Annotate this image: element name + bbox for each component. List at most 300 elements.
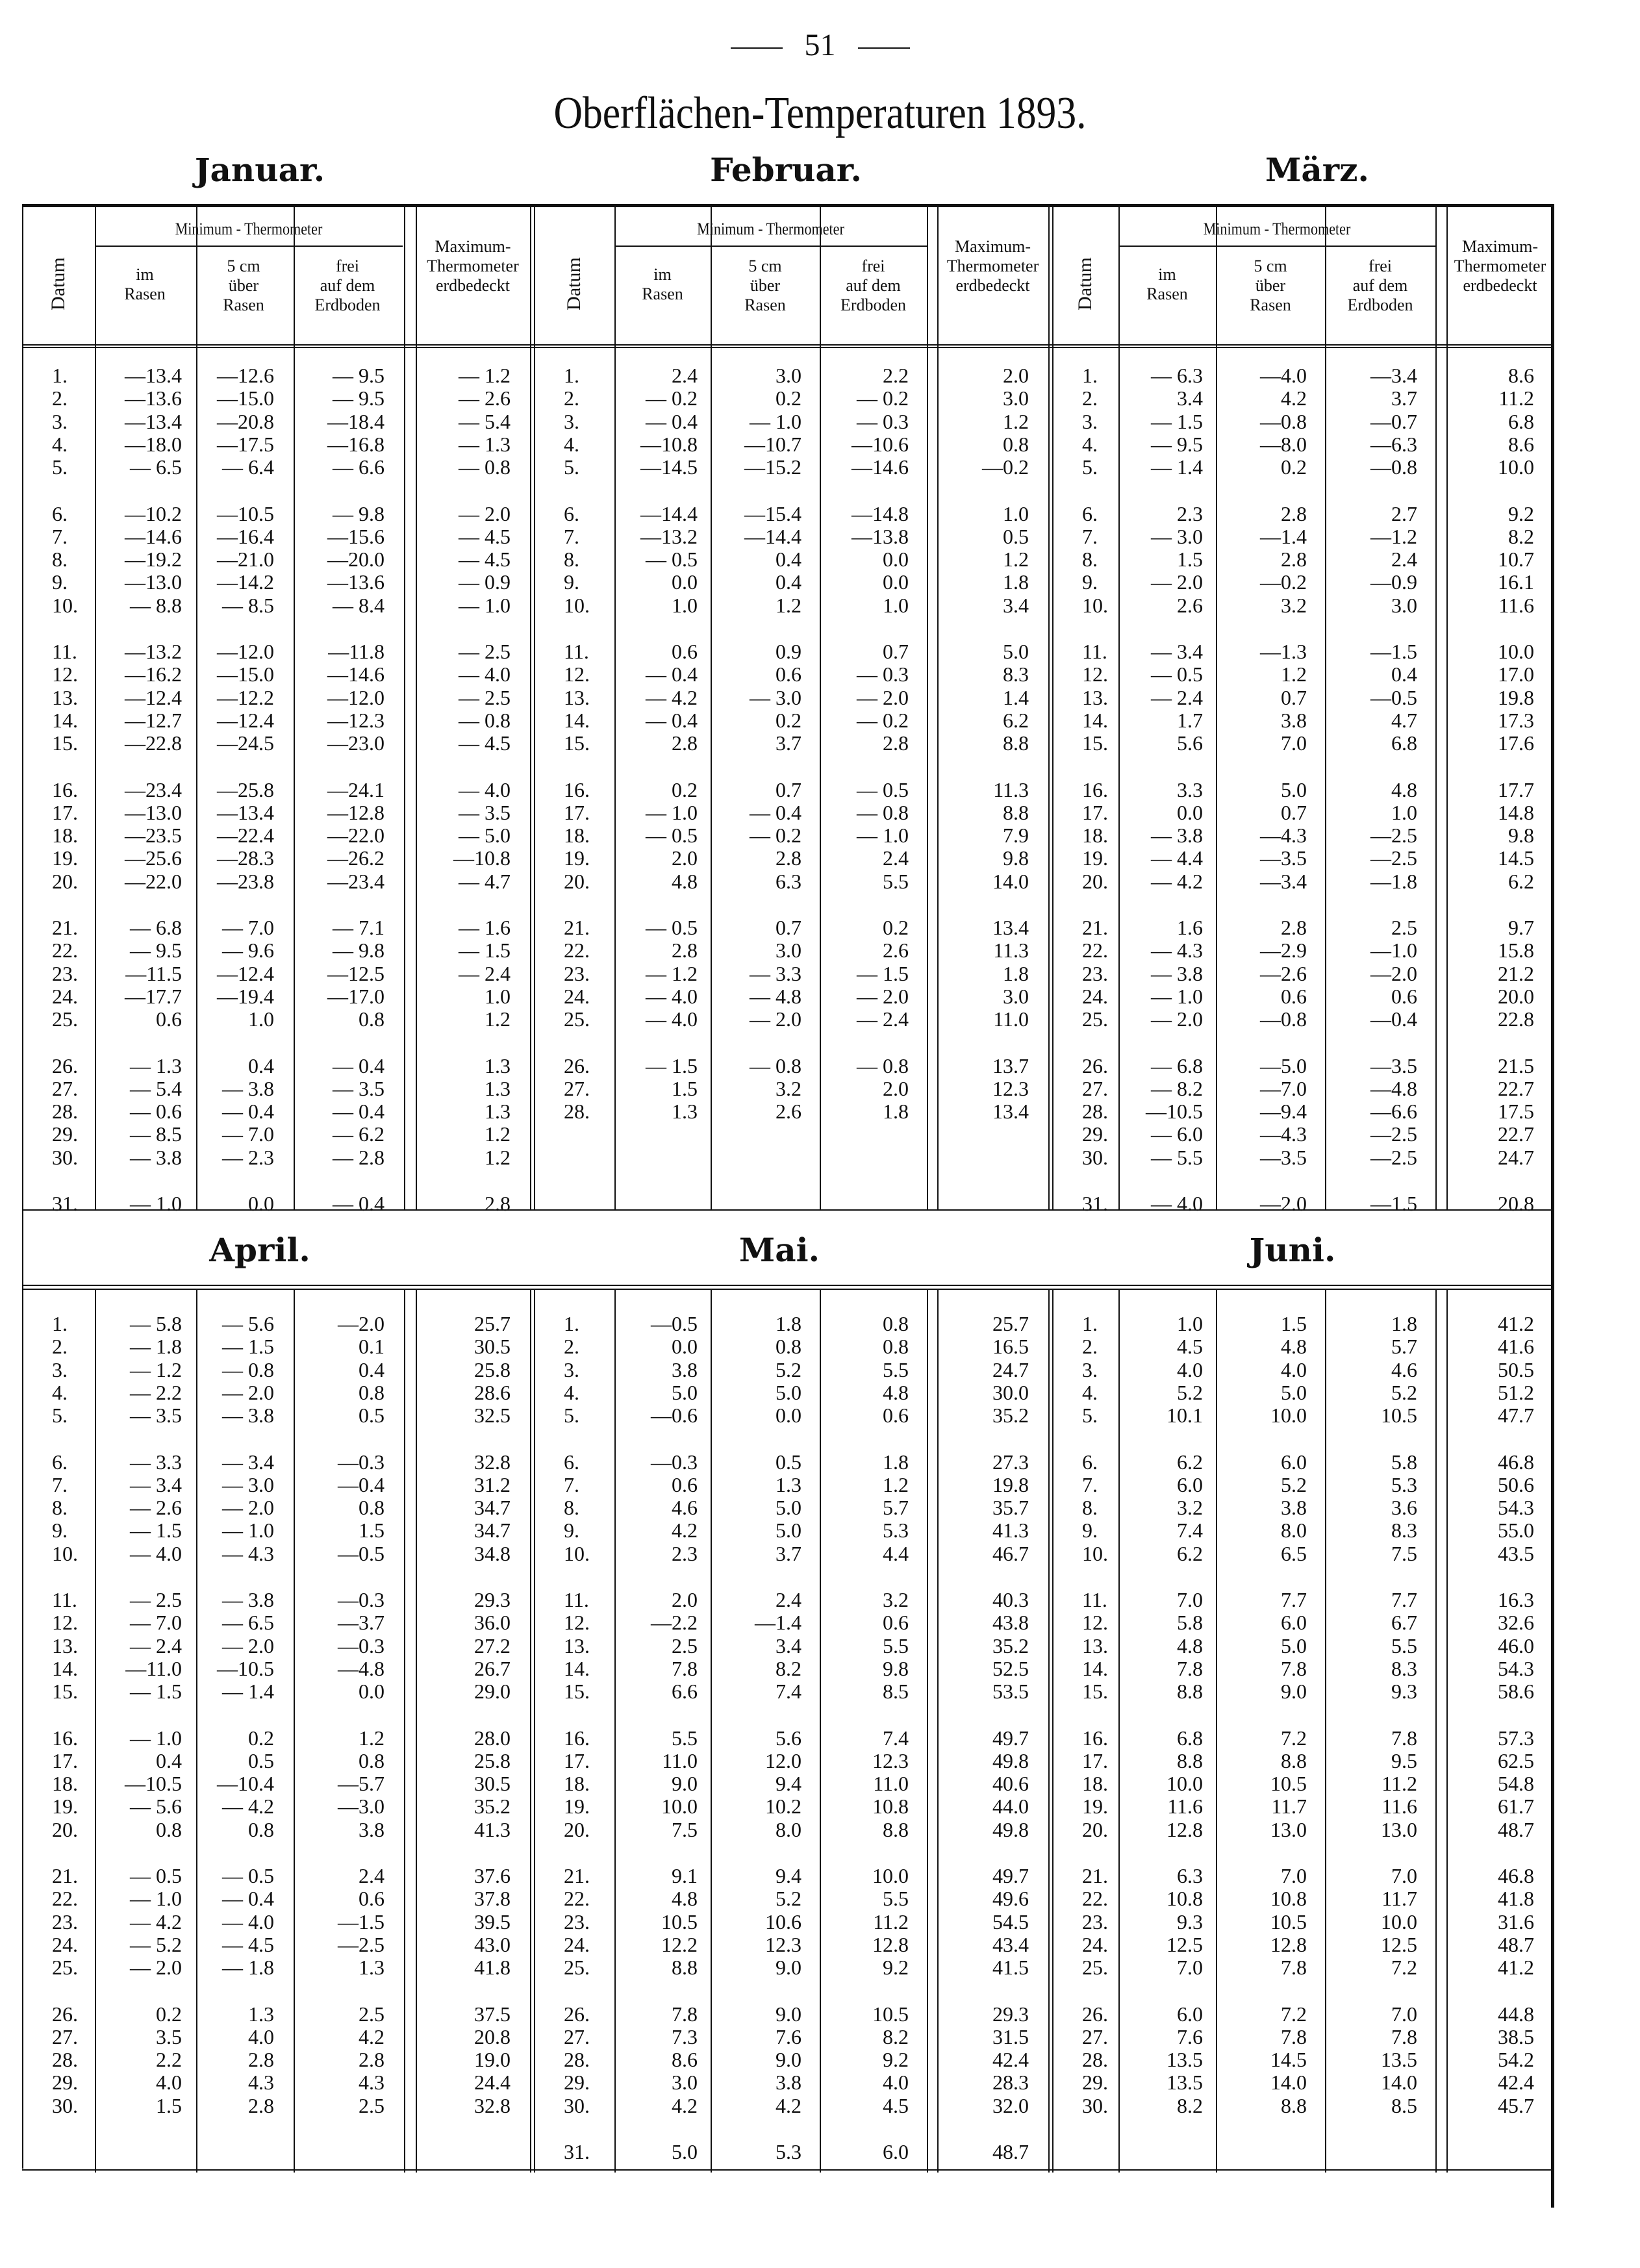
cm5-value: —20.8 <box>217 409 274 433</box>
rasen-value: — 4.0 <box>646 984 698 1008</box>
max-value: — 4.5 <box>459 731 511 755</box>
frei-value: 8.5 <box>1391 2093 1417 2117</box>
rasen-value: 4.2 <box>672 2093 698 2117</box>
rasen-value: 5.0 <box>672 1380 698 1404</box>
rasen-value: —23.4 <box>125 777 182 801</box>
frei-value: —0.5 <box>1370 685 1417 709</box>
rasen-value: — 6.5 <box>130 455 182 479</box>
frei-value: —0.3 <box>338 1450 385 1474</box>
cm5-value: 3.8 <box>1281 1496 1307 1520</box>
cm5-value: —7.0 <box>1260 1076 1307 1100</box>
frei-value: —4.8 <box>1370 1076 1417 1100</box>
max-value: 41.2 <box>1498 1312 1534 1335</box>
rasen-value: — 3.0 <box>1151 524 1203 548</box>
max-value: — 4.7 <box>459 869 511 893</box>
max-value: — 1.0 <box>459 593 511 617</box>
max-value: 16.3 <box>1498 1588 1534 1611</box>
cm5-value: —2.0 <box>1260 1192 1307 1215</box>
day-number: 19. <box>564 846 590 870</box>
cm5-value: —3.5 <box>1260 1145 1307 1169</box>
max-value: 54.3 <box>1498 1496 1534 1520</box>
day-number: 13. <box>52 685 78 709</box>
frei-value: — 0.4 <box>333 1192 385 1215</box>
day-number: 13. <box>564 685 590 709</box>
day-number: 15. <box>52 1680 78 1704</box>
frei-value: —14.6 <box>327 662 385 687</box>
frei-value: —0.8 <box>1370 455 1417 479</box>
rasen-value: — 8.2 <box>1151 1076 1203 1100</box>
day-number: 12. <box>564 1611 590 1635</box>
rasen-value: — 8.8 <box>130 593 182 617</box>
frei-value: 8.5 <box>883 1680 909 1704</box>
frei-value: 0.4 <box>1391 662 1417 687</box>
max-value: 41.3 <box>992 1518 1029 1543</box>
max-value: 0.5 <box>1003 524 1029 548</box>
max-value: 35.2 <box>992 1404 1029 1428</box>
rasen-value: 8.2 <box>1177 2093 1203 2117</box>
cm5-value: — 2.0 <box>750 1007 801 1031</box>
rasen-value: 0.2 <box>156 2002 182 2026</box>
cm5-value: —4.3 <box>1260 1122 1307 1146</box>
rasen-value: 7.8 <box>672 1656 698 1680</box>
max-value: — 5.0 <box>459 824 511 848</box>
cm5-value: 5.0 <box>1281 1380 1307 1404</box>
rasen-value: — 1.2 <box>646 961 698 985</box>
frei-value: —15.6 <box>327 524 385 548</box>
cm5-value: — 9.6 <box>222 939 274 963</box>
max-value: 2.8 <box>485 1192 511 1215</box>
rasen-value: —13.4 <box>125 364 182 387</box>
month-name: Januar. <box>194 151 325 189</box>
cm5-value: —10.5 <box>217 501 274 525</box>
rasen-value: — 1.2 <box>130 1357 182 1381</box>
frei-value: 11.2 <box>873 1909 909 1934</box>
frei-value: 0.8 <box>883 1312 909 1335</box>
frei-value: —3.7 <box>338 1611 385 1635</box>
day-number: 30. <box>52 2093 78 2117</box>
rasen-value: —14.4 <box>640 501 698 525</box>
rasen-value: — 3.4 <box>130 1472 182 1496</box>
rasen-value: 2.0 <box>672 1588 698 1611</box>
rasen-value: 7.0 <box>1177 1956 1203 1980</box>
max-value: 35.7 <box>992 1496 1029 1520</box>
frei-value: —12.5 <box>327 961 385 985</box>
day-number: 2. <box>1082 1335 1098 1359</box>
max-value: 42.4 <box>1498 2071 1534 2095</box>
max-value: 1.3 <box>485 1100 511 1124</box>
day-number: 16. <box>1082 1726 1108 1750</box>
column-divider <box>1052 1289 1053 2173</box>
day-number: 25. <box>1082 1007 1108 1031</box>
frei-line3: Erdboden <box>840 295 907 314</box>
max-value: 21.2 <box>1498 961 1534 985</box>
frei-value: —6.6 <box>1370 1100 1417 1124</box>
column-divider <box>530 1289 531 2173</box>
day-number: 27. <box>1082 1076 1108 1100</box>
frei-line1: frei <box>335 257 360 275</box>
cm5-value: 10.5 <box>1270 1909 1307 1934</box>
max-value: 6.8 <box>1508 409 1534 433</box>
day-number: 9. <box>564 570 579 594</box>
day-number: 15. <box>52 731 78 755</box>
max-value: 11.0 <box>993 1007 1029 1031</box>
day-number: 6. <box>1082 1450 1098 1474</box>
max-value: 41.3 <box>474 1817 511 1841</box>
day-number: 1. <box>1082 364 1098 387</box>
day-number: 10. <box>52 593 78 617</box>
rasen-value: — 0.4 <box>646 708 698 732</box>
max-line2: Thermometer <box>427 256 519 275</box>
cm5-value: — 6.5 <box>222 1611 274 1635</box>
cm5-value: 0.8 <box>248 1817 274 1841</box>
frei-value: — 0.5 <box>857 777 909 801</box>
month-name: Mai. <box>738 1231 820 1269</box>
cm5-value: 10.0 <box>1270 1404 1307 1428</box>
max-value: 3.0 <box>1003 984 1029 1008</box>
frei-value: 8.3 <box>1391 1656 1417 1680</box>
rasen-value: 6.0 <box>1177 1472 1203 1496</box>
frei-value: —2.5 <box>338 1932 385 1956</box>
day-number: 27. <box>564 1076 590 1100</box>
cm5-value: 4.0 <box>1281 1357 1307 1381</box>
day-number: 25. <box>52 1956 78 1980</box>
cm5-value: 8.2 <box>776 1656 801 1680</box>
rasen-value: — 1.4 <box>1151 455 1203 479</box>
frei-value: — 2.0 <box>857 984 909 1008</box>
day-number: 24. <box>1082 1932 1108 1956</box>
im-rasen-line2: Rasen <box>642 284 683 303</box>
day-number: 26. <box>52 1053 78 1077</box>
frei-value: 9.5 <box>1391 1748 1417 1772</box>
frei-value: — 2.4 <box>857 1007 909 1031</box>
frei-value: 1.0 <box>883 593 909 617</box>
frei-value: —14.8 <box>852 501 909 525</box>
cm5-value: 0.7 <box>776 777 801 801</box>
day-number: 19. <box>52 1795 78 1819</box>
frei-value: 1.3 <box>359 1956 385 1980</box>
frei-value: 12.3 <box>872 1748 909 1772</box>
rasen-value: 9.0 <box>672 1772 698 1796</box>
day-number: 15. <box>564 731 590 755</box>
rasen-value: 5.6 <box>1177 731 1203 755</box>
max-value: — 5.4 <box>459 409 511 433</box>
day-number: 24. <box>1082 984 1108 1008</box>
day-number: 2. <box>564 1335 579 1359</box>
max-value: 50.5 <box>1498 1357 1534 1381</box>
cm5-value: 0.4 <box>776 570 801 594</box>
max-value: 20.0 <box>1498 984 1534 1008</box>
max-value: 32.8 <box>474 2093 511 2117</box>
cm5-value: —14.4 <box>744 524 801 548</box>
rasen-value: — 6.8 <box>130 916 182 939</box>
max-value: 1.0 <box>485 984 511 1008</box>
month-name: April. <box>209 1231 310 1269</box>
cm5-value: 7.2 <box>1281 1726 1307 1750</box>
cm5-value: — 1.4 <box>222 1680 274 1704</box>
day-number: 8. <box>52 1496 68 1520</box>
frei-value: —0.5 <box>338 1541 385 1565</box>
rasen-value: — 2.4 <box>1151 685 1203 709</box>
frei-value: — 0.4 <box>333 1100 385 1124</box>
cm5-value: 0.2 <box>1281 455 1307 479</box>
cm5-value: 0.4 <box>248 1053 274 1077</box>
day-number: 8. <box>564 548 579 572</box>
frei-value: —6.3 <box>1370 432 1417 456</box>
frei-value: —17.0 <box>327 984 385 1008</box>
cm5-value: 0.7 <box>776 916 801 939</box>
frei-value: —2.5 <box>1370 1122 1417 1146</box>
rasen-value: 1.3 <box>672 1100 698 1124</box>
rasen-value: —10.5 <box>1146 1100 1203 1124</box>
day-number: 22. <box>1082 939 1108 963</box>
rasen-value: 0.2 <box>672 777 698 801</box>
max-value: 1.8 <box>1003 570 1029 594</box>
frei-value: 3.6 <box>1391 1496 1417 1520</box>
cm5-value: —8.0 <box>1260 432 1307 456</box>
rasen-value: —11.0 <box>125 1656 182 1680</box>
day-number: 9. <box>1082 1518 1098 1543</box>
day-number: 7. <box>1082 524 1098 548</box>
rasen-value: —23.5 <box>125 824 182 848</box>
rasen-value: — 5.2 <box>130 1932 182 1956</box>
day-number: 8. <box>1082 548 1098 572</box>
day-number: 10. <box>1082 1541 1108 1565</box>
day-number: 25. <box>1082 1956 1108 1980</box>
rasen-value: 0.8 <box>156 1817 182 1841</box>
cm5-value: — 4.5 <box>222 1932 274 1956</box>
frei-value: —2.5 <box>1370 824 1417 848</box>
frei-value: 1.8 <box>883 1100 909 1124</box>
day-number: 14. <box>564 1656 590 1680</box>
max-value: 29.3 <box>474 1588 511 1611</box>
cm5-value: — 4.8 <box>750 984 801 1008</box>
rasen-value: 0.4 <box>156 1748 182 1772</box>
frei-value: 2.6 <box>883 939 909 963</box>
day-number: 7. <box>52 1472 68 1496</box>
day-number: 21. <box>52 1864 78 1887</box>
day-number: 22. <box>52 939 78 963</box>
day-number: 28. <box>1082 1100 1108 1124</box>
rasen-value: 2.6 <box>1177 593 1203 617</box>
cm5-value: 0.5 <box>248 1748 274 1772</box>
rasen-value: — 1.5 <box>1151 409 1203 433</box>
max-value: 14.0 <box>992 869 1029 893</box>
rasen-value: 1.5 <box>1177 548 1203 572</box>
rasen-value: 4.8 <box>672 1887 698 1911</box>
max-value: 10.7 <box>1498 548 1534 572</box>
max-value: — 2.5 <box>459 685 511 709</box>
max-value: 25.8 <box>474 1357 511 1381</box>
rasen-value: —10.2 <box>125 501 182 525</box>
day-number: 24. <box>564 1932 590 1956</box>
day-number: 10. <box>564 593 590 617</box>
frei-header <box>292 257 403 315</box>
day-number: 5. <box>1082 1404 1098 1428</box>
day-number: 14. <box>52 708 78 732</box>
max-value: 32.5 <box>474 1404 511 1428</box>
rasen-value: 4.6 <box>672 1496 698 1520</box>
rasen-value: — 0.5 <box>646 824 698 848</box>
cm5-value: —4.3 <box>1260 824 1307 848</box>
cm5-value: 12.0 <box>765 1748 801 1772</box>
cm5-value: 1.0 <box>248 1007 274 1031</box>
cm5-value: —10.7 <box>744 432 801 456</box>
section-rule <box>22 1285 1554 1286</box>
day-number: 26. <box>564 1053 590 1077</box>
max-line3: erdbedeckt <box>435 275 511 295</box>
day-number: 18. <box>1082 824 1108 848</box>
rasen-value: — 6.3 <box>1151 364 1203 387</box>
day-number: 20. <box>564 1817 590 1841</box>
max-value: 24.7 <box>1498 1145 1534 1169</box>
max-value: 37.6 <box>474 1864 511 1887</box>
rasen-value: — 3.8 <box>130 1145 182 1169</box>
rasen-value: — 2.6 <box>130 1496 182 1520</box>
day-number: 29. <box>52 1122 78 1146</box>
frei-value: —2.0 <box>1370 961 1417 985</box>
rasen-value: 0.0 <box>1177 800 1203 824</box>
cm5-value: 3.8 <box>776 2071 801 2095</box>
rasen-value: 1.0 <box>1177 1312 1203 1335</box>
frei-value: — 0.8 <box>857 1053 909 1077</box>
max-value: 11.6 <box>1498 593 1534 617</box>
frei-value: —3.5 <box>1370 1053 1417 1077</box>
5cm-line3: Rasen <box>223 295 264 314</box>
max-value: 36.0 <box>474 1611 511 1635</box>
rasen-value: — 1.5 <box>130 1518 182 1543</box>
rasen-value: —10.5 <box>125 1772 182 1796</box>
frei-value: 4.8 <box>883 1380 909 1404</box>
max-value: 8.3 <box>1003 662 1029 687</box>
im-rasen-header <box>614 265 711 304</box>
rasen-value: 9.1 <box>672 1864 698 1887</box>
rasen-value: —13.2 <box>125 640 182 663</box>
rasen-value: — 9.5 <box>1151 432 1203 456</box>
cm5-value: 7.4 <box>776 1680 801 1704</box>
rasen-value: 7.6 <box>1177 2024 1203 2048</box>
day-number: 2. <box>1082 386 1098 410</box>
cm5-value: 2.8 <box>248 2048 274 2072</box>
minimum-header: Minimum - Thermometer <box>697 220 844 238</box>
frei-value: —14.6 <box>852 455 909 479</box>
frei-value: — 0.3 <box>857 662 909 687</box>
max-value: 28.0 <box>474 1726 511 1750</box>
frei-value: 0.4 <box>359 1357 385 1381</box>
frei-value: —13.6 <box>327 570 385 594</box>
frei-value: 2.5 <box>359 2002 385 2026</box>
frei-value: 2.4 <box>883 846 909 870</box>
day-number: 13. <box>1082 1633 1108 1657</box>
frei-value: 8.8 <box>883 1817 909 1841</box>
rasen-value: — 0.4 <box>646 662 698 687</box>
max-value: 43.8 <box>992 1611 1029 1635</box>
cm5-value: 0.2 <box>776 386 801 410</box>
frei-value: — 2.0 <box>857 685 909 709</box>
rasen-value: —0.5 <box>651 1312 698 1335</box>
frei-value: — 0.8 <box>857 800 909 824</box>
frei-value: 1.2 <box>883 1472 909 1496</box>
day-number: 12. <box>52 1611 78 1635</box>
frei-value: — 1.0 <box>857 824 909 848</box>
cm5-value: 0.2 <box>248 1726 274 1750</box>
max-value: 31.2 <box>474 1472 511 1496</box>
frei-value: — 3.5 <box>333 1076 385 1100</box>
max-value: 37.5 <box>474 2002 511 2026</box>
rasen-value: 13.5 <box>1167 2048 1203 2072</box>
cm5-value: — 4.0 <box>222 1909 274 1934</box>
max-line3: erdbedeckt <box>955 275 1030 295</box>
day-number: 29. <box>1082 1122 1108 1146</box>
day-number: 18. <box>52 1772 78 1796</box>
rasen-value: — 0.2 <box>646 386 698 410</box>
cm5-value: —1.3 <box>1260 640 1307 663</box>
frei-value: 5.2 <box>1391 1380 1417 1404</box>
max-value: 13.4 <box>992 916 1029 939</box>
day-number: 11. <box>564 640 589 663</box>
day-number: 16. <box>52 1726 78 1750</box>
max-value: 15.8 <box>1498 939 1534 963</box>
day-number: 9. <box>52 1518 68 1543</box>
max-value: 41.5 <box>992 1956 1029 1980</box>
day-number: 12. <box>1082 662 1108 687</box>
max-value: 14.8 <box>1498 800 1534 824</box>
frei-value: 2.0 <box>883 1076 909 1100</box>
rasen-value: — 1.8 <box>130 1335 182 1359</box>
day-number: 28. <box>564 2048 590 2072</box>
max-value: 8.6 <box>1508 364 1534 387</box>
day-number: 30. <box>1082 1145 1108 1169</box>
cm5-value: 6.3 <box>776 869 801 893</box>
day-number: 2. <box>52 386 68 410</box>
day-number: 14. <box>1082 1656 1108 1680</box>
frei-value: —11.8 <box>328 640 385 663</box>
frei-value: 5.3 <box>1391 1472 1417 1496</box>
frei-value: — 9.8 <box>333 501 385 525</box>
frei-value: 6.8 <box>1391 731 1417 755</box>
rasen-value: — 1.0 <box>130 1726 182 1750</box>
day-number: 18. <box>52 824 78 848</box>
max-line3: erdbedeckt <box>1463 275 1537 295</box>
cm5-value: 0.0 <box>776 1404 801 1428</box>
day-number: 2. <box>52 1335 68 1359</box>
rasen-value: —19.2 <box>125 548 182 572</box>
frei-value: —1.8 <box>1370 869 1417 893</box>
cm5-value: —3.5 <box>1260 846 1307 870</box>
frei-value: 2.5 <box>1391 916 1417 939</box>
max-value: 41.6 <box>1498 1335 1534 1359</box>
max-value: — 4.0 <box>459 777 511 801</box>
day-number: 3. <box>52 1357 68 1381</box>
rasen-value: —10.8 <box>640 432 698 456</box>
max-value: 31.6 <box>1498 1909 1534 1934</box>
rasen-value: — 2.0 <box>130 1956 182 1980</box>
max-value: 8.6 <box>1508 432 1534 456</box>
cm5-value: —10.5 <box>217 1656 274 1680</box>
max-value: 51.2 <box>1498 1380 1534 1404</box>
frei-value: —18.4 <box>327 409 385 433</box>
max-value: 54.2 <box>1498 2048 1534 2072</box>
rasen-value: 6.6 <box>672 1680 698 1704</box>
max-value: 41.8 <box>1498 1887 1534 1911</box>
page-title: Oberflächen-Temperaturen 1893. <box>553 88 1087 138</box>
frei-value: —13.8 <box>852 524 909 548</box>
rasen-value: 4.0 <box>1177 1357 1203 1381</box>
frei-value: 0.0 <box>883 548 909 572</box>
day-number: 20. <box>564 869 590 893</box>
max-value: 28.6 <box>474 1380 511 1404</box>
column-divider <box>404 206 405 1209</box>
page-number: 51 <box>804 28 836 62</box>
